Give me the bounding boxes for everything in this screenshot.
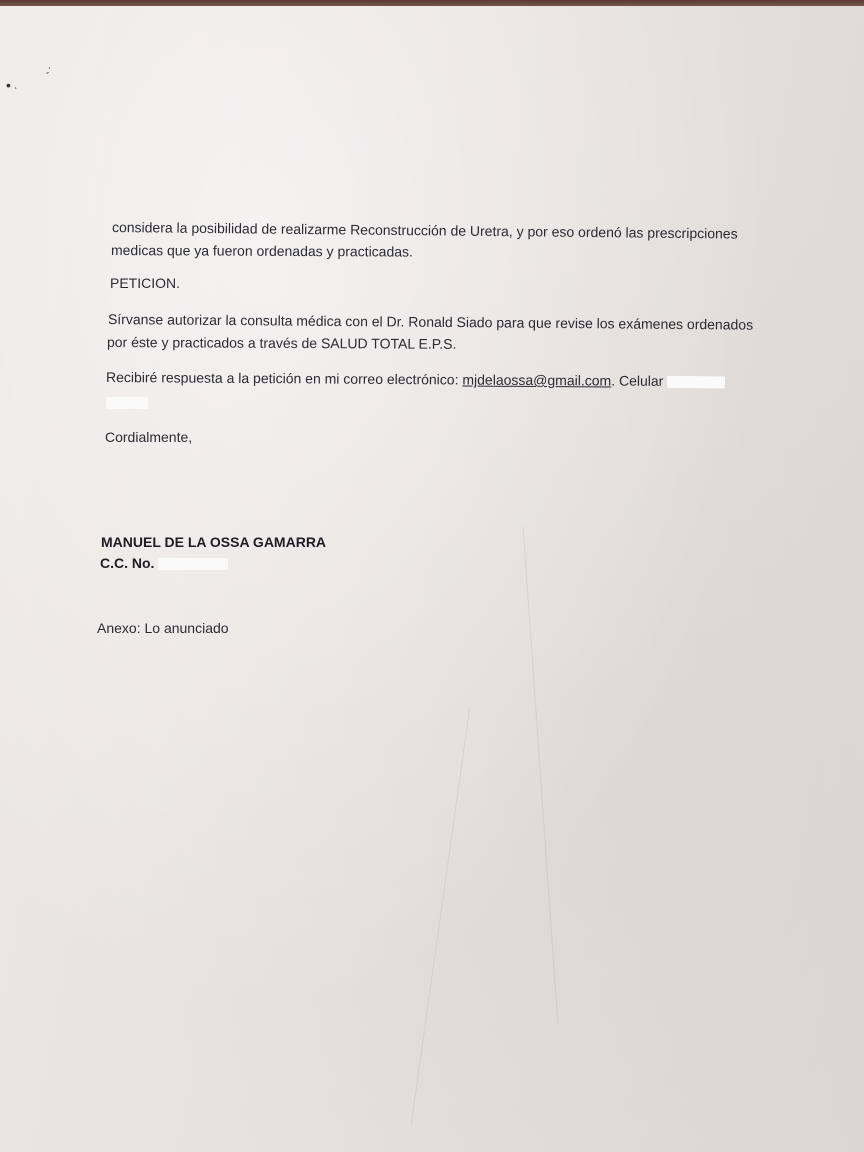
closing: Cordialmente, <box>105 429 193 445</box>
ink-speck: ˋ <box>14 87 18 98</box>
redaction-box <box>158 558 228 570</box>
response-line <box>106 370 725 389</box>
ink-speck: -ˊ <box>44 66 55 79</box>
id-label: C.C. No. <box>100 555 155 571</box>
redaction-box <box>106 397 148 409</box>
paper-crease <box>523 527 559 1026</box>
phone-label: . Celular <box>611 372 664 389</box>
response-line-2 <box>106 395 148 409</box>
paper-sheet <box>0 6 864 1152</box>
annex-note: Anexo: Lo anunciado <box>97 620 229 636</box>
response-prefix: Recibiré respuesta a la petición en mi correo electrónico: <box>105 369 459 388</box>
signature-id <box>100 556 228 570</box>
email-link[interactable]: mjdelaossa@gmail.com <box>462 371 612 389</box>
signature-name: MANUEL DE LA OSSA GAMARRA <box>101 534 327 550</box>
paper-crease <box>411 708 470 1124</box>
petition-heading: PETICION. <box>110 275 181 291</box>
paragraph-1-line-2: medicas que ya fueron ordenadas y practicadas. <box>110 242 414 260</box>
paragraph-2-line-2: por éste y practicados a través de SALUD TOTAL E.P.S. <box>106 334 457 352</box>
ink-speck: • <box>6 77 11 93</box>
paragraph-2-line-1: Sírvanse autorizar la consulta médica con el Dr. Ronald Siado para que revise los exámenes ordenados <box>107 311 754 333</box>
redaction-box <box>667 376 725 388</box>
paragraph-1-line-1: considera la posibilidad de realizarme Reconstrucción de Uretra, y por eso ordenó las prescripciones <box>111 219 738 242</box>
